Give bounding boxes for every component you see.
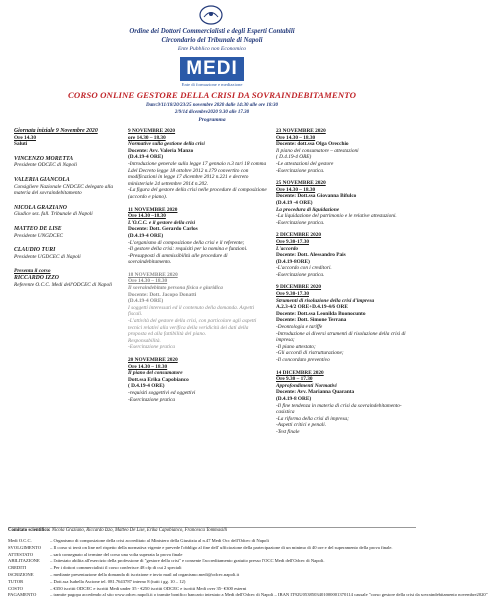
session-topic: -Introduzione ai diversi strumenti di risoluzione della crisi di impresa; (276, 330, 406, 344)
november-sessions-column (128, 128, 268, 409)
late-sessions-column (276, 128, 416, 442)
session-hours: (D.4.19-4 ORE) (128, 232, 164, 239)
info-row (8, 565, 418, 572)
session-hours: (D.4.19-4 ORE) (128, 298, 164, 305)
presenter-name: RICCARDO IZZO (14, 274, 59, 281)
session-title: Strumenti di risoluzione della crisi d'impresa (276, 297, 375, 304)
info-key: CREDITI (8, 565, 27, 571)
info-key: COSTO (8, 585, 23, 591)
org-name-line2: Circondario del Tribunale di Napoli (161, 37, 263, 44)
info-value: – mediante presentazione della domanda di iscrizione e invio mail ad organismo.medi@odcec.napoli.it (50, 571, 240, 577)
speaker (14, 205, 122, 218)
session-block (128, 272, 268, 351)
speaker-name: VALERIA GIANCOLA (14, 176, 70, 183)
odcec-emblem-icon (198, 4, 224, 26)
session-topic: -Le attestazioni del gestore (276, 160, 334, 167)
speaker (14, 177, 122, 197)
session-hours: (D.4.19-4 ORE) (128, 154, 164, 161)
session-date: 2 DICEMBRE 2020 (276, 232, 322, 239)
speaker-name: CLAUDIO TURI (14, 247, 56, 254)
session-topic: ( D.4.19-4 ORE) (276, 154, 312, 161)
opening-time: Ore 14.30 (14, 134, 36, 141)
session-date: 9 DICEMBRE 2020 (276, 284, 322, 291)
committee-names: Nicola Graziano, Riccardo Izzo, Matteo De Lise, Erika Capobianco, Francesca Tommasilli (51, 528, 228, 533)
presenter-role: Referente O.C.C. Medi dell'ODCEC di Napoli (14, 281, 113, 288)
session-topic: -requisiti soggettivi ed oggettivi (128, 389, 196, 396)
saluti-label: Saluti (14, 141, 28, 148)
session-date: 9 NOVEMBRE 2020 (128, 128, 176, 134)
session-hours: (D.4.19-8 ORE) (276, 395, 312, 402)
session-topic: -La figura del gestore della crisi nelle procedure di composizione (accordo e piano). (128, 187, 267, 200)
info-key: ABILITAZIONE (8, 558, 40, 564)
session-topic: Il piano del consumatore – attestazioni (276, 147, 359, 154)
session-topic: La procedura di liquidazione (276, 206, 340, 213)
session-topic: -Introduzione generale sulla legge 17 gennaio n.3 tari 18 comma Ldel Decreto legge 18 ottobre 2012 n.179 convertito con modificazioni in legge 17 dicembre 2012 n.221 e decreto ministeriale 24 settembre 2014 n.202. (128, 160, 267, 187)
org-name-line1: Ordine dei Dottori Commercialisti e degli Esperti Contabili (129, 28, 295, 35)
info-row (8, 545, 418, 552)
info-key: TUTOR (8, 578, 24, 584)
course-title: CORSO ONLINE GESTORE DELLA CRISI DA SOVRAINDEBITAMENTO (67, 90, 357, 100)
info-row (8, 586, 418, 593)
session-title: L'O.C.C. e il gestore della crisi (128, 219, 196, 226)
committee-label: Comitato scientifico: (8, 528, 51, 533)
info-key: Medi O.C.C. (8, 538, 32, 543)
session-time: Ore 14.30 – 18.30 (276, 134, 316, 141)
session-topic: -Esercitazione pratica (128, 396, 176, 403)
session-block (276, 370, 416, 436)
session-hours: (D.4.19-8ORE) (276, 258, 310, 265)
session-topic: -Esercitazione pratica. (276, 167, 325, 174)
speaker-role: Presidente UNGDCEC (14, 232, 64, 239)
session-date: 25 NOVEMBRE 2020 (276, 180, 326, 187)
info-value: – Dott.ssa Isabella Ascione tel. 081.7643787 interno 8 (tutti i gg. 10 – 12) (50, 578, 186, 584)
session-topic: -Aspetti critici e penali. (276, 422, 327, 429)
session-block (128, 357, 268, 403)
info-row (8, 552, 418, 559)
speaker-role: Presidente UGDCEC di Napoli (14, 253, 81, 260)
session-teacher: Docente: Dott.ssa Leonilda Buonocunto (276, 310, 366, 317)
course-dates-december: 2/9/14 dicembre2020 9.30 alle 17.30 (174, 110, 250, 115)
session-date: 20 NOVEMBRE 2020 (128, 357, 178, 363)
session-hours: A.2.3-4/2 ORE+D.4.19-4/6 ORE (276, 304, 348, 311)
session-teacher: Dott.ssa Erika Capobianco (128, 376, 189, 383)
session-time: Ore 14.30 – 18.30 (276, 186, 316, 193)
session-teacher: Docente: Dott.ssa Giovanna Bifulco (276, 193, 357, 200)
speaker-name: NICOLA GRAZIANO (14, 204, 67, 211)
info-key: ATTESTATO (8, 551, 34, 557)
speaker (14, 247, 122, 260)
info-row (8, 558, 418, 565)
session-teacher: Docente: dott.ssa Olga Orecchio (276, 141, 349, 148)
session-topic: -La liquidazione del patrimonio e le relative attestazioni. (276, 213, 397, 220)
speaker-role: Giudice sez. fall. Tribunale di Napoli (14, 211, 93, 218)
info-key: SVOLGIMENTO (8, 544, 42, 550)
session-title: Il sovraindebitato persona fisica e giuridica (128, 285, 223, 292)
session-topic: -Test finale (276, 428, 300, 435)
session-time: Ore 9.30 – 17.30 (276, 376, 313, 383)
info-key: ISCRIZIONE (8, 571, 34, 577)
session-topic: -Il fine tendenza in materia di crisi da sovraindebitamento-casistica (276, 402, 402, 416)
session-hours: (D.4.19 -4 ORE) (276, 199, 313, 206)
session-teacher: Docente: Dott. Alessandro Pais (276, 252, 346, 259)
session-topic: -Il concordato preventivo (276, 357, 330, 363)
session-block (276, 128, 416, 174)
info-row (8, 572, 418, 579)
session-topic: -Gli accordi di ristrutturazione; (276, 350, 344, 357)
session-teacher: Docente: Dott. Gerardo Carlos (128, 226, 198, 233)
session-teacher: Docente: Dott. Simone Terrana (276, 317, 347, 324)
session-date: 23 NOVEMBRE 2020 (276, 128, 326, 134)
session-topic: -Presupposti di ammissibilità alle procedure di sovraindebitamento. (128, 252, 228, 266)
org-subtitle: Ente Pubblico non Economico (177, 46, 247, 52)
session-time: Ore 14.30 –18.30 (128, 213, 166, 220)
info-value: – tramite pagopa accedendo al sito www.odcec.napoli.it o tramite bonifico bancario intestato a Medi dell'Odcec di Napoli – IBAN IT92U0538503401000001370114 causale "corso gestore della crisi da sovraindebitamento novembre2020" (50, 592, 488, 598)
session-date: 18 NOVEMBRE 2020 (128, 271, 178, 278)
programma-heading: Programma (198, 117, 226, 123)
medi-tagline: Ente di formazione e mediazione (181, 82, 243, 87)
session-topic: -Il piano attestato; (276, 343, 316, 350)
session-block (276, 180, 416, 226)
session-topic: -La riforma della crisi di impresa; (276, 415, 349, 422)
medi-logo: MEDI (180, 57, 244, 81)
speaker-name: VINCENZO MORETTA (14, 155, 74, 162)
session-time: Ore 9.30-17.30 (276, 238, 310, 245)
info-value: – sarà consegnato al termine del corso una volta superata la prova finale (50, 551, 183, 557)
session-topic: Responsabilità. (128, 337, 161, 344)
presenta-label: Presenta il corso (14, 268, 51, 275)
session-teacher: Docente: Dott. Jacopo Donatti (128, 291, 197, 298)
speaker-role: Presidente ODCEC di Napoli (14, 162, 77, 169)
session-block (128, 128, 268, 201)
session-topic: -L'accordo con i creditori. (276, 265, 332, 272)
session-block (128, 207, 268, 266)
session-time: Ore 14.30 – 18.30 (128, 278, 168, 285)
info-key: PAGAMENTO (8, 592, 37, 598)
session-teacher: Docente: Avv. Valeria Manzo (128, 147, 194, 154)
session-topic: -Esercitazione pratica. (276, 271, 325, 278)
info-row (8, 592, 488, 599)
session-block (276, 284, 416, 363)
info-value: – Il corso si terrà on line nel rispetto della normativa vigente e prevede l'obbligo al fine dell' ufficiozione della partecipazione di un minimo di 40 ore e del superamento della prova finale. (50, 544, 393, 550)
session-time: ore 14.30 – 18.30 (128, 134, 166, 141)
speaker (14, 156, 122, 169)
speaker (14, 226, 122, 239)
info-value: – l'attestato abilita all'esercizio della professione di "gestore della crisi" e consente l'accreditamento gratuito presso l'OCC Medi dell'Odcec di Napoli. (50, 558, 325, 564)
session-block (276, 232, 416, 278)
session-title: Normative sulla gestione della crisi (128, 141, 205, 148)
session-topic: -Il gestore della crisi: requisiti per la nomina e funzioni. (128, 246, 248, 253)
session-title: Il piano del consumatore (128, 370, 183, 377)
session-time: Ore 14.30 – 18.30 (128, 363, 168, 370)
course-dates: Date:9/11/18/20/23/25 novembre 2020 dalle 14:30 alle ore 18:30 (145, 103, 279, 108)
session-date: 11 NOVEMBRE 2020 (128, 206, 178, 213)
info-value: – Per i dottori commercialisti il corso conferisce 48 cfp di cui 2 speciali (50, 565, 182, 571)
info-row (8, 579, 418, 586)
session-hours: ( D.4.19-4 ORE) (128, 383, 165, 390)
scientific-committee (8, 528, 418, 535)
session-topic: -L'attività del gestore della crisi, con particolare agli aspetti tecnici relativi alla verifica della veridicità dei dati della proposta ed alla fattibilità del piano. (128, 318, 257, 338)
session-title: Approfondimenti Normativi (276, 382, 337, 389)
session-teacher: Docente: Avv. Marianna Quaranta (276, 389, 355, 396)
session-topic: -Esercitazione pratica. (276, 219, 325, 226)
speaker-name: MATTEO DE LISE (14, 225, 62, 232)
session-time: Ore 9.30-17.30 (276, 291, 310, 298)
info-value: – €350 iscritti ODCEC e iscritti Medi under 35 - €250 iscritti ODCEC e iscritti Medi over 35- €300 esterni (50, 585, 247, 591)
opening-day-column (14, 128, 122, 288)
session-topic: -L'organismo di composizione della crisi e il referente; (128, 239, 245, 246)
session-topic: -Esercitazione pratica (128, 344, 176, 351)
session-topic: -Deontologia e tariffe (276, 324, 323, 331)
info-row (8, 538, 418, 545)
info-rows (8, 538, 488, 599)
speaker-role: Consigliere Nazionale CNDCEC delegato alla materia del sovraindebitamento (14, 183, 113, 197)
session-topic: I soggetti interessati ed il contenuto della domanda. Aspetti fiscali. (128, 304, 255, 318)
session-date: 14 DICEMBRE 2020 (276, 369, 324, 376)
info-value: – Organismo di composizione della crisi accreditato al Ministero della Giustizia al n.47 Medi Occ dell'Odcec di Napoli (50, 538, 269, 543)
opening-day-heading: Giornata iniziale 9 Novembre 2020 (14, 128, 98, 134)
session-title: L'accordo (276, 245, 299, 252)
